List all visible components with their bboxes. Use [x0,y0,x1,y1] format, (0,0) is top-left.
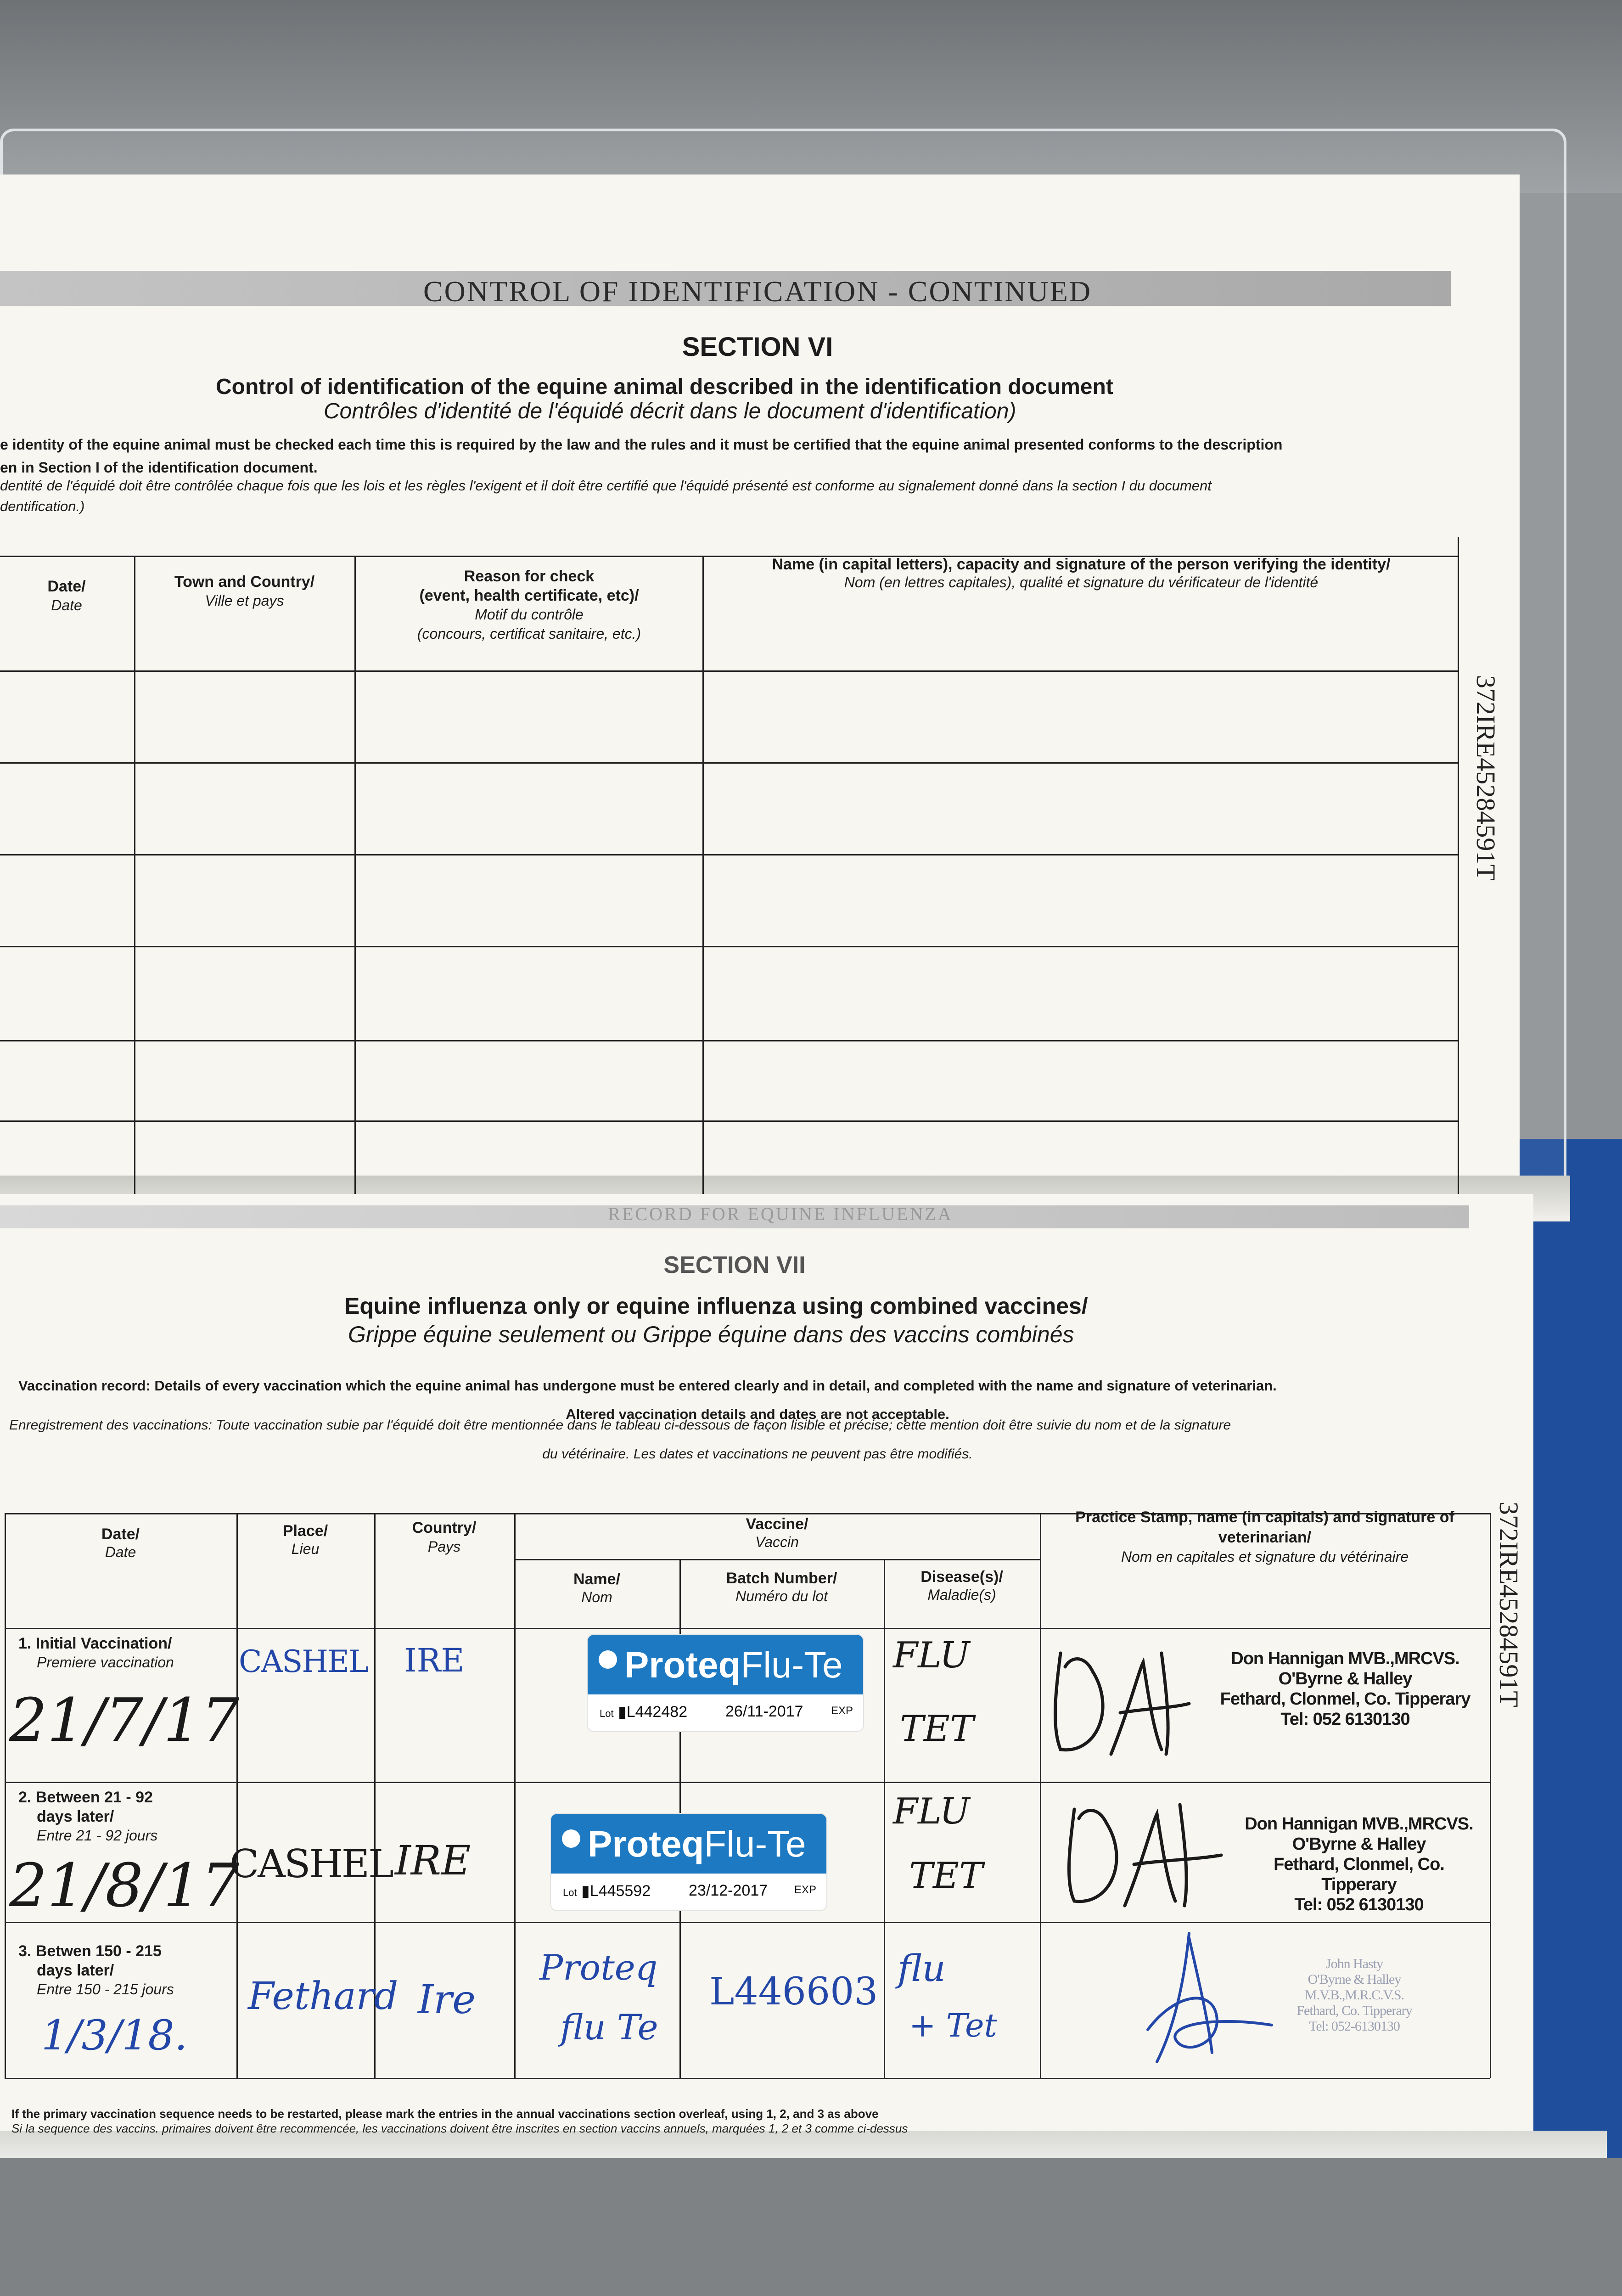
row-vaccine-name-2: flu Te [560,2007,658,2048]
row-label-en-2: days later/ [37,1808,114,1825]
stamp-line: O'Byrne & Halley [1278,1669,1412,1688]
section-vii-side-code: 372IRE45284591T [1494,1502,1524,1707]
lot-prefix: Lot [563,1887,577,1898]
bottom-background [0,2158,1622,2296]
vaccine-exp-label: EXP [831,1705,853,1717]
col-town-en: Town and Country/ [174,573,315,591]
stamp-line: John Hasty [1325,1956,1383,1971]
table-row-line [0,946,1458,947]
section-vi-intro-fr-2: dentification.) [0,498,85,514]
stamp-line: Fethard, Co. Tipperary [1296,2003,1412,2018]
vaccine-sticker [551,1814,826,1910]
col-stamp-en: Practice Stamp, name (in capitals) and signature of veterinarian/ [1075,1508,1454,1546]
col-vaccine-fr: Vaccin [755,1534,799,1550]
stamp-line: Tel: 052 6130130 [1280,1710,1410,1729]
col-place-en: Place/ [282,1522,328,1540]
col-reason-en-1: Reason for check [464,568,595,585]
row-date: 21/8/17 [9,1851,240,1920]
col-country-fr: Pays [427,1538,461,1555]
vaccine-lot: Lot ▮L445592 [563,1882,651,1900]
section-vi-intro-en-1: e identity of the equine animal must be checked each time this is required by the law and the rules and it must be certified that the equine animal presented conforms to the description [0,436,1283,453]
row-label-en-1: 3. Betwen 150 - 215 [18,1942,162,1960]
col-date-en: Date/ [101,1525,140,1543]
col-vaccine-name-fr: Nom [581,1589,612,1605]
row-label-fr: Premiere vaccination [37,1654,174,1671]
section-vii-banner: RECORD FOR EQUINE INFLUENZA [608,1204,953,1224]
stamp-line: Fethard, Clonmel, Co. Tipperary [1220,1689,1470,1709]
row-label-en-2: days later/ [37,1962,114,1979]
col-name-fr: Nom (en lettres capitales), qualité et signature du vérificateur de l'identité [844,574,1319,591]
vaccine-exp-label: EXP [794,1884,817,1896]
footnote-en: If the primary vaccination sequence needs to be restarted, please mark the entries in the annual vaccinations section overleaf, using 1, 2, and 3 as above [11,2107,879,2121]
row-label-en: 1. Initial Vaccination/ [18,1635,172,1652]
col-disease-en: Disease(s)/ [920,1568,1003,1586]
table-row-line [0,854,1458,855]
stamp-line: Fethard, Clonmel, Co. Tipperary [1274,1855,1444,1894]
row-batch: L446603 [709,1970,878,2014]
practice-stamp [1235,1814,1483,1915]
col-vaccine-en: Vaccine/ [746,1515,808,1533]
vaccine-lot: Lot ▮L442482 [600,1703,688,1721]
lot-number: L445592 [589,1882,651,1900]
col-country-en: Country/ [412,1519,477,1536]
section-vi-intro-fr-1: dentité de l'équidé doit être contrôlée chaque fois que les lois et les règles l'exigent et il doit être certifié que l'équidé présenté est conforme au signalement donné dans la section I du document [0,478,1212,494]
section-vii-title-fr: Grippe équine seulement ou Grippe équine dans des vaccins combinés [348,1322,1074,1347]
row-country: Ire [418,1977,476,2023]
col-place-fr: Lieu [291,1541,320,1557]
table-row-line [5,1628,1490,1629]
stamp-line: O'Byrne & Halley [1308,1972,1401,1987]
table-row-line [5,1782,1490,1783]
section-vi-banner: CONTROL OF IDENTIFICATION - CONTINUED [423,275,1092,308]
stamp-line: Tel: 052-6130130 [1309,2019,1400,2034]
section-vii-record-fr-2: du vétérinaire. Les dates et vaccinations ne peuvent pas être modifiés. [542,1446,973,1462]
row-place: CASHEL [230,1841,393,1886]
lot-prefix: Lot [600,1708,614,1719]
col-name-en: Name (in capital letters), capacity and signature of the person verifying the identity/ [772,556,1391,573]
vaccine-product-name: Flu-Te [704,1823,806,1864]
row-disease-2: + Tet [909,2007,997,2044]
row-disease-1: FLU [893,1635,970,1676]
section-vi-title-en: Control of identification of the equine animal described in the identification document [216,375,1113,399]
row-label-fr: Entre 21 - 92 jours [37,1827,158,1844]
signature [1056,1791,1230,1919]
table-column-line [1040,1513,1041,2078]
row-label-fr: Entre 150 - 215 jours [37,1981,174,1998]
table-column-line [1458,537,1459,1194]
section-vi-side-code: 372IRE45284591T [1471,675,1501,881]
col-date-en: Date/ [47,578,86,595]
col-date-fr: Date [105,1544,136,1560]
row-vaccine-name-1: Proteq [539,1947,658,1988]
vaccine-sticker [588,1635,863,1731]
practice-stamp [1258,1956,1451,2034]
row-label-en-1: 2. Between 21 - 92 [18,1789,153,1806]
row-date: 21/7/17 [9,1685,240,1755]
stamp-line: Don Hannigan MVB.,MRCVS. [1231,1649,1459,1668]
section-vii-record-en-1: Vaccination record: Details of every vaccination which the equine animal has undergone must be entered clearly and in detail, and completed with the name and signature of veterinarian. [18,1378,1277,1394]
page-section-vi [0,174,1520,1203]
col-reason-fr-2: (concours, certificat sanitaire, etc.) [417,625,641,642]
col-reason-fr-1: Motif du contrôle [475,606,584,623]
stamp-line: Don Hannigan MVB.,MRCVS. [1245,1814,1473,1834]
table-column-line [134,556,135,1194]
section-vi-heading: SECTION VI [682,332,833,362]
lot-number: L442482 [626,1703,688,1721]
stamp-line: M.V.B.,M.R.C.V.S. [1304,1987,1404,2003]
row-disease-2: TET [909,1855,983,1896]
vaccine-expiry: 26/11-2017 [725,1703,803,1720]
col-date-fr: Date [51,597,82,613]
vaccine-brand-name: Proteq [624,1644,741,1685]
stamp-line: O'Byrne & Halley [1292,1835,1426,1854]
section-vii-record-fr-1: Enregistrement des vaccinations: Toute vaccination subie par l'équidé doit être mentionnée dans le tableau ci-dessous de façon lisible et précise; cette mention doit être suivie du nom et de la signature [9,1418,1231,1433]
col-town-fr: Ville et pays [205,592,284,609]
col-batch-fr: Numéro du lot [735,1588,828,1604]
col-stamp-fr: Nom en capitales et signature du vétérinaire [1121,1548,1409,1565]
row-country: IRE [395,1837,471,1884]
row-country: IRE [404,1642,465,1679]
practice-stamp [1217,1649,1474,1729]
table-column-line [5,1513,6,2078]
section-vi-title-fr: Contrôles d'identité de l'équidé décrit dans le document d'identification) [324,399,1016,423]
section-vii-record-en-2: Altered vaccination details and dates are not acceptable. [566,1406,949,1422]
table-column-line [884,1559,885,2078]
section-vii-title-en: Equine influenza only or equine influenza using combined vaccines/ [344,1293,1088,1319]
col-disease-fr: Maladie(s) [927,1587,996,1603]
footnote-fr: Si la sequence des vaccins. primaires doivent être recommencée, les vaccinations doivent être inscrites en section vaccins annuels, marquées 1, 2 et 3 comme ci-dessus [11,2122,908,2135]
row-date: 1/3/18. [41,2011,188,2060]
row-place: Fethard [248,1975,398,2018]
table-column-line [702,556,704,1194]
table-row-line [0,670,1458,672]
row-disease-1: FLU [893,1791,970,1832]
table-column-line [514,1513,516,2078]
vaccine-brand-name: Proteq [588,1823,704,1864]
col-vaccine-name-en: Name/ [573,1570,621,1588]
col-batch-en: Batch Number/ [726,1570,837,1587]
table-row-line [0,762,1458,764]
section-vi-intro-en-2: en in Section I of the identification document. [0,459,318,476]
section-vii-heading: SECTION VII [663,1252,806,1278]
col-reason-en-2: (event, health certificate, etc)/ [419,587,639,604]
table-border-bottom [5,2078,1490,2079]
signature [1042,1635,1198,1773]
table-row-line [5,1922,1490,1923]
vaccine-product-name: Flu-Te [741,1644,843,1685]
vaccine-brand [624,1644,843,1686]
table-row-line [0,1040,1458,1041]
row-disease-2: TET [900,1708,974,1750]
arrow-icon [562,1829,580,1848]
vaccine-expiry: 23/12-2017 [689,1882,768,1899]
row-disease-1: flu [898,1947,946,1990]
stamp-line: Tel: 052 6130130 [1294,1895,1424,1914]
row-place: CASHEL [239,1644,368,1679]
table-column-line [354,556,356,1194]
arrow-icon [599,1650,617,1669]
table-row-line [0,1120,1458,1122]
vaccine-brand [588,1823,806,1865]
table-column-line [1490,1513,1491,2078]
vaccine-subheader-line [514,1559,1040,1560]
table-column-line [236,1513,238,2078]
